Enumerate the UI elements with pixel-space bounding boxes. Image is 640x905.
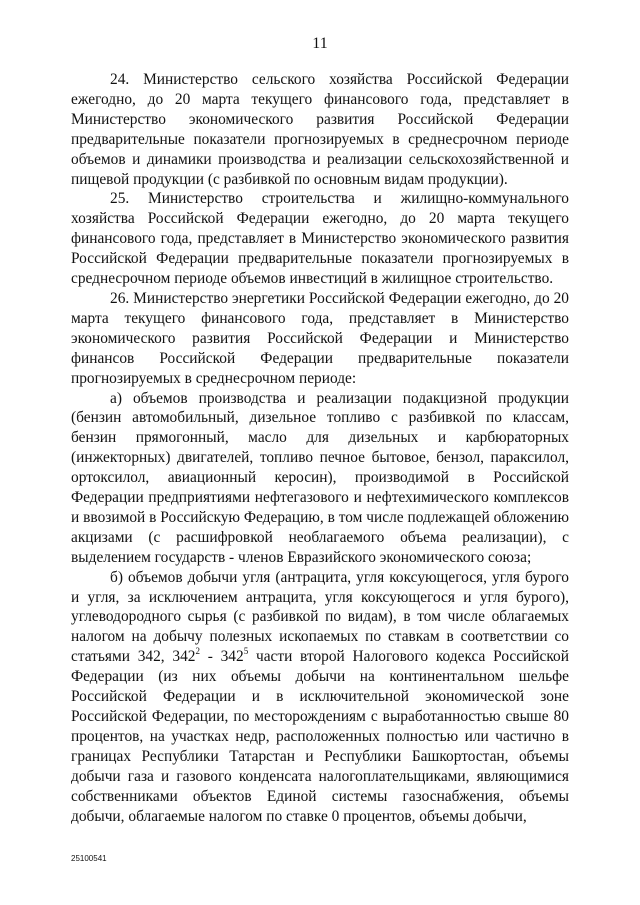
paragraph-25: 25. Министерство строительства и жилищно-коммунального хозяйства Российской Федерации ежегодно, до 20 марта текущего финансового года, представляет в Министерство экономического развития Российской Федерации предварительные показатели прогнозируемых в среднесрочном периоде объемов инвестиций в жилищное строительство. bbox=[71, 190, 569, 288]
paragraph-26-a: а) объемов производства и реализации подакцизной продукции (бензин автомобильный, дизельное топливо с разбивкой по классам, бензин прямогонный, масло для дизельных и карбюраторных (инжекторных) двигателей, топливо печное бытовое, бензол, параксилол, ортоксилол, авиационный керосин), производимой в Российской Федерации предприятиями нефтегазового и нефтехимического комплексов и ввозимой в Российскую Федерацию, в том числе подлежащей обложению акцизами (с расшифровкой необлагаемого объема реализации), с выделением государств - членов Евразийского экономического союза; bbox=[71, 389, 569, 566]
paragraph-24: 24. Министерство сельского хозяйства Российской Федерации ежегодно, до 20 марта текущего финансового года, представляет в Министерство экономического развития Российской Федерации предварительные показатели прогнозируемых в среднесрочном периоде объемов и динамики производства и реализации сельскохозяйственной и пищевой продукции (с разбивкой по основным видам продукции). bbox=[71, 71, 569, 188]
document-body bbox=[71, 70, 569, 826]
document-code: 25100541 bbox=[71, 854, 107, 863]
article-superscript-2: 2 bbox=[195, 646, 200, 657]
article-superscript-5: 5 bbox=[243, 646, 249, 657]
paragraph-26-b-text-1: б) объемов добычи угля (антрацита, угля коксующегося, угля бурого и угля, за исключением антрацита, угля коксующегося и угля бурого), углеводородного сырья (с разбивкой по видам), в том числе облагаемых налогом на добычу полезных ископаемых по ставкам в соответствии со статьями 342, 342 bbox=[71, 568, 569, 666]
paragraph-26-b-dash: - 342 bbox=[200, 648, 244, 666]
paragraph-26-b-text-2: части второй Налогового кодекса Российской Федерации (из них объемы добычи на континентальном шельфе Российской Федерации и в исключительной экономической зоне Российской Федерации, по месторождениям с выработанностью свыше 80 процентов, на участках недр, расположенных полностью или частично в границах Республики Татарстан и Республики Башкортостан, объемы добычи газа и газового конденсата налогоплательщиками, являющимися собственниками объектов Единой системы газоснабжения, объемы добычи, облагаемые налогом по ставке 0 процентов, объемы добычи, bbox=[71, 648, 569, 825]
page-number: 11 bbox=[312, 35, 328, 52]
paragraph-26-b bbox=[71, 568, 569, 827]
paragraph-26: 26. Министерство энергетики Российской Федерации ежегодно, до 20 марта текущего финансового года, представляет в Министерство экономического развития Российской Федерации и Министерство финансов Российской Федерации предварительные показатели прогнозируемых в среднесрочном периоде: bbox=[71, 289, 569, 387]
